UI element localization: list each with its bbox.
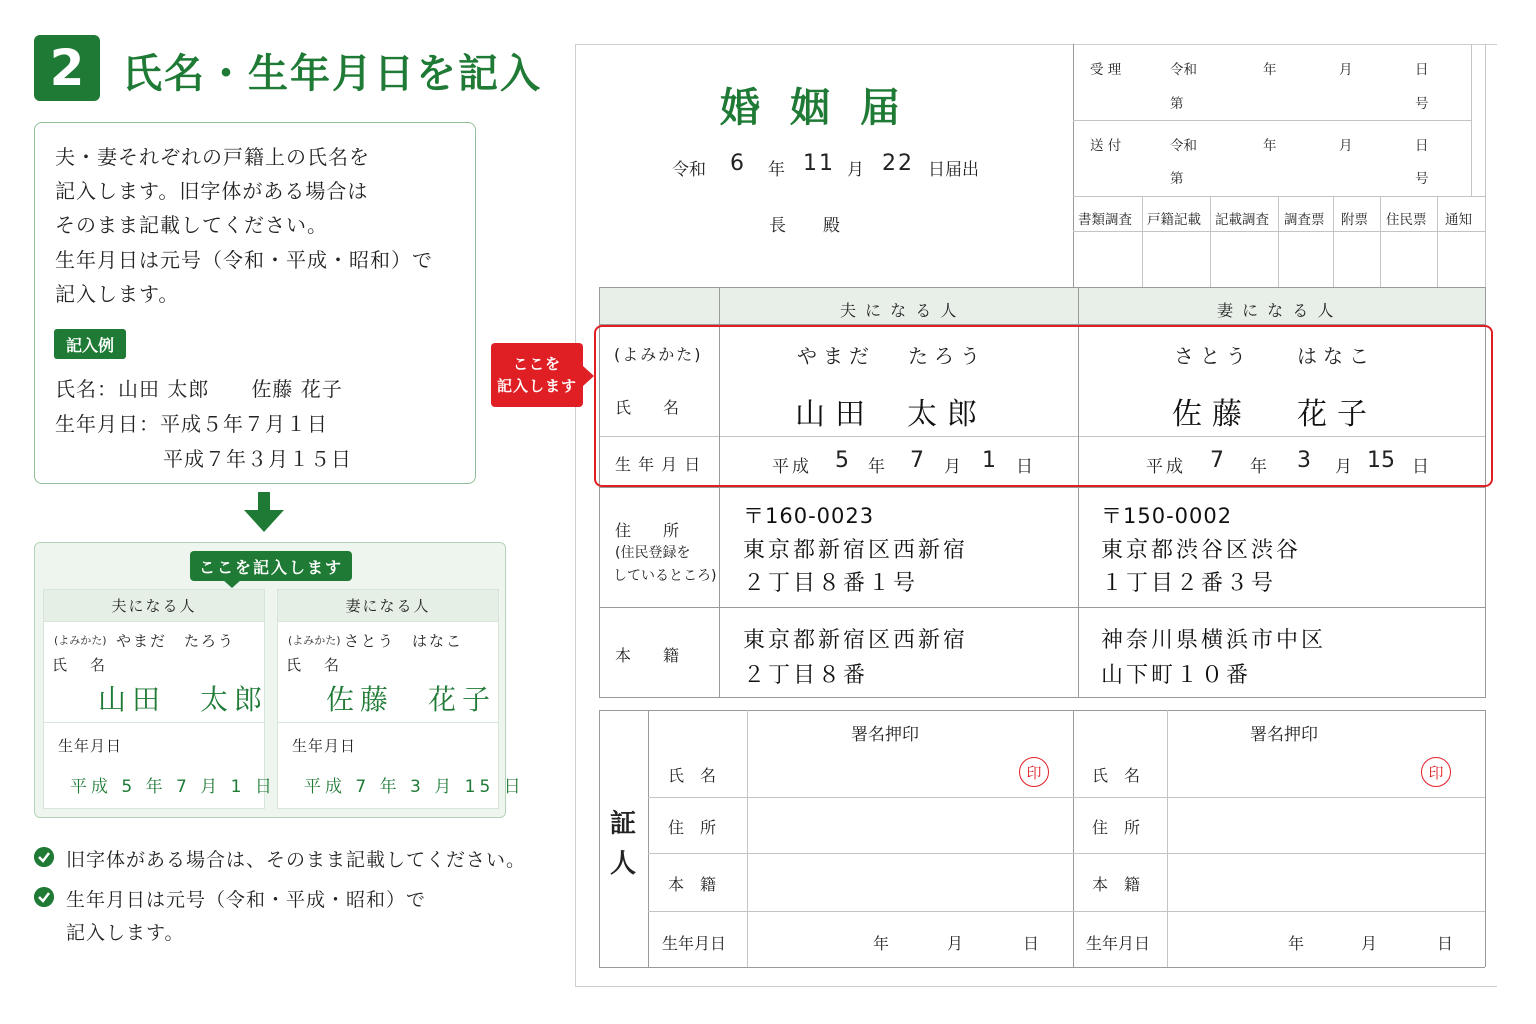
husband-birth-year: 5 <box>835 448 849 473</box>
husband-name-last: 山田 <box>795 397 875 432</box>
mini-wife-card <box>277 589 525 809</box>
addressee-den: 殿 <box>823 216 840 236</box>
wife-birth-month: 3 <box>1297 448 1311 473</box>
office-check-fuhyo: 附票 <box>1341 212 1368 228</box>
label-address-note: しているところ) <box>613 568 717 584</box>
witness-label-2: 人 <box>610 849 637 879</box>
date-month-unit: 月 <box>847 160 864 180</box>
husband-honseki-1: 東京都新宿区西新宿 <box>743 628 969 653</box>
label-address-note: (住民登録を <box>615 545 691 561</box>
marriage-registration-form <box>575 44 1497 987</box>
husband-birth-month-unit: 月 <box>944 457 961 477</box>
note-era-cont: 記入します。 <box>66 922 185 944</box>
mini-birth-label: 生年月日 <box>58 737 123 755</box>
witness-label-1: 証 <box>610 809 637 839</box>
witness1-signature-label: 署名押印 <box>851 725 919 745</box>
husband-honseki-2: ２丁目８番 <box>743 663 869 688</box>
office-nen: 年 <box>1263 62 1277 78</box>
office-reiwa: 令和 <box>1170 62 1197 78</box>
step-title: 氏名・生年月日を記入 <box>122 51 542 97</box>
instruction-line: そのまま記載してください。 <box>55 213 328 237</box>
mini-yomikata-label: (よみかた) <box>288 634 341 647</box>
witness2-name-label: 氏 名 <box>1092 766 1141 785</box>
mini-husband-kana: やまだ たろう <box>116 632 236 650</box>
callout-pointer-icon <box>222 579 242 588</box>
wife-birth-era: 平成 <box>1146 457 1186 477</box>
addressee-chou: 長 <box>769 216 786 236</box>
wife-name-first: 花子 <box>1297 397 1377 432</box>
mini-husband-birth: 平成 5 年 7 月 1 日 <box>70 777 276 797</box>
highlight-frame <box>594 325 1493 487</box>
wife-address-2: １丁目２番３号 <box>1101 571 1277 596</box>
husband-kana-first: たろう <box>908 344 986 368</box>
check-circle-icon <box>34 887 54 907</box>
callout-line: 記入します <box>496 377 577 395</box>
office-hi: 日 <box>1415 62 1429 78</box>
check-circle-icon <box>34 847 54 867</box>
mini-callout-badge: ここを記入します <box>190 551 352 581</box>
witness2-birth-tsuki: 月 <box>1361 934 1378 953</box>
witness2-signature-label: 署名押印 <box>1250 725 1318 745</box>
wife-birth-year: 7 <box>1210 448 1224 473</box>
mini-wife-header: 妻になる人 <box>278 590 498 622</box>
witness1-birth-tsuki: 月 <box>947 934 964 953</box>
office-gou: 号 <box>1415 171 1429 187</box>
husband-birth-month: 7 <box>910 448 924 473</box>
wife-birth-month-unit: 月 <box>1335 457 1352 477</box>
office-tsuki: 月 <box>1339 62 1353 78</box>
red-callout-badge <box>491 343 583 407</box>
mini-yomikata-label: (よみかた) <box>54 634 107 647</box>
wife-address-1: 東京都渋谷区渋谷 <box>1101 538 1302 563</box>
label-yomikata: (よみかた) <box>614 345 703 364</box>
witness2-birth-hi: 日 <box>1437 934 1454 953</box>
office-check-jumin: 住民票 <box>1386 212 1427 228</box>
date-era: 令和 <box>672 160 706 180</box>
instruction-line: 生年月日は元号（令和・平成・昭和）で <box>55 248 433 272</box>
instruction-line: 夫・妻それぞれの戸籍上の氏名を <box>55 145 370 169</box>
instruction-line: 記入します。 <box>55 282 180 306</box>
mini-husband-card <box>43 589 276 809</box>
callout-line: ここを <box>512 355 561 373</box>
office-dai: 第 <box>1170 171 1184 187</box>
mini-wife-kana: さとう はなこ <box>344 632 464 650</box>
label-address: 住 所 <box>615 521 680 540</box>
instruction-line: 記入します。旧字体がある場合は <box>55 179 369 203</box>
form-title: 婚姻届 <box>720 85 930 131</box>
witness1-honseki-label: 本 籍 <box>668 875 717 894</box>
office-check-shorui: 書類調査 <box>1078 212 1132 228</box>
mini-wife-name: 佐藤 花子 <box>326 683 497 716</box>
husband-birth-day: 1 <box>982 448 996 473</box>
husband-kana-last: やまだ <box>797 344 875 368</box>
witness1-address-label: 住 所 <box>668 818 717 837</box>
witness1-birth-hi: 日 <box>1023 934 1040 953</box>
example-tag: 記入例 <box>54 329 126 359</box>
wife-honseki-1: 神奈川県横浜市中区 <box>1101 628 1327 653</box>
label-honseki: 本 籍 <box>615 646 680 665</box>
witness2-address-label: 住 所 <box>1092 818 1141 837</box>
office-gou: 号 <box>1415 96 1429 112</box>
office-sofu: 送 付 <box>1090 138 1122 154</box>
seal-icon: 印 <box>1421 757 1451 787</box>
date-year: 6 <box>730 151 746 176</box>
example-birth-husband: 生年月日：平成５年７月１日 <box>55 412 328 436</box>
mini-wife-birth: 平成 7 年 3 月 15 日 <box>304 777 525 797</box>
office-check-tsuchi: 通知 <box>1445 212 1472 228</box>
header-husband: 夫 に な る 人 <box>840 301 959 320</box>
husband-address-2: ２丁目８番１号 <box>743 571 919 596</box>
husband-birth-era: 平成 <box>772 457 812 477</box>
witness1-name-label: 氏 名 <box>668 766 717 785</box>
husband-zip: 〒160-0023 <box>743 504 875 528</box>
witness2-honseki-label: 本 籍 <box>1092 875 1141 894</box>
wife-zip: 〒150-0002 <box>1101 504 1233 528</box>
office-tsuki: 月 <box>1339 138 1353 154</box>
office-hi: 日 <box>1415 138 1429 154</box>
office-dai: 第 <box>1170 96 1184 112</box>
down-arrow-icon <box>242 492 286 532</box>
example-birth-wife: 平成７年３月１５日 <box>163 447 352 471</box>
instruction-box <box>34 122 476 484</box>
wife-birth-year-unit: 年 <box>1250 457 1267 477</box>
witness1-birth-nen: 年 <box>873 934 890 953</box>
husband-address-1: 東京都新宿区西新宿 <box>743 538 969 563</box>
mini-birth-label: 生年月日 <box>292 737 357 755</box>
date-day: 22 <box>882 151 914 176</box>
wife-kana-first: はなこ <box>1297 344 1375 368</box>
wife-honseki-2: 山下町１０番 <box>1101 663 1252 688</box>
header-wife: 妻 に な る 人 <box>1217 301 1336 320</box>
label-name: 氏 名 <box>615 398 680 417</box>
office-reiwa: 令和 <box>1170 138 1197 154</box>
step-number-badge: 2 <box>34 35 100 101</box>
date-day-unit: 日届出 <box>928 160 979 180</box>
witness2-birth-label: 生年月日 <box>1086 934 1151 953</box>
witness1-birth-label: 生年月日 <box>662 934 727 953</box>
note-old-kanji: 旧字体がある場合は、そのまま記載してください。 <box>66 849 527 871</box>
wife-kana-last: さとう <box>1174 344 1252 368</box>
wife-name-last: 佐藤 <box>1172 397 1252 432</box>
seal-icon: 印 <box>1019 757 1049 787</box>
witness2-birth-nen: 年 <box>1288 934 1305 953</box>
office-check-chousahyo: 調査票 <box>1284 212 1325 228</box>
mini-name-label: 氏 名 <box>286 656 344 674</box>
label-birth: 生 年 月 日 <box>615 455 702 474</box>
note-era: 生年月日は元号（令和・平成・昭和）で <box>66 889 427 911</box>
husband-birth-day-unit: 日 <box>1016 457 1033 477</box>
office-check-koseki: 戸籍記載 <box>1147 212 1201 228</box>
wife-birth-day: 15 <box>1367 448 1395 473</box>
mini-form-preview <box>34 542 525 818</box>
example-name: 氏名：山田 太郎 佐藤 花子 <box>55 377 343 401</box>
mini-name-label: 氏 名 <box>52 656 110 674</box>
office-check-kisai: 記載調査 <box>1215 212 1269 228</box>
mini-husband-name: 山田 太郎 <box>98 683 269 716</box>
office-nen: 年 <box>1263 138 1277 154</box>
wife-birth-day-unit: 日 <box>1412 457 1429 477</box>
husband-name-first: 太郎 <box>907 397 987 432</box>
office-juri: 受 理 <box>1090 62 1122 78</box>
callout-pointer-icon <box>583 366 594 386</box>
date-year-unit: 年 <box>768 160 785 180</box>
date-month: 11 <box>803 151 835 176</box>
husband-birth-year-unit: 年 <box>868 457 885 477</box>
mini-husband-header: 夫になる人 <box>44 590 264 622</box>
